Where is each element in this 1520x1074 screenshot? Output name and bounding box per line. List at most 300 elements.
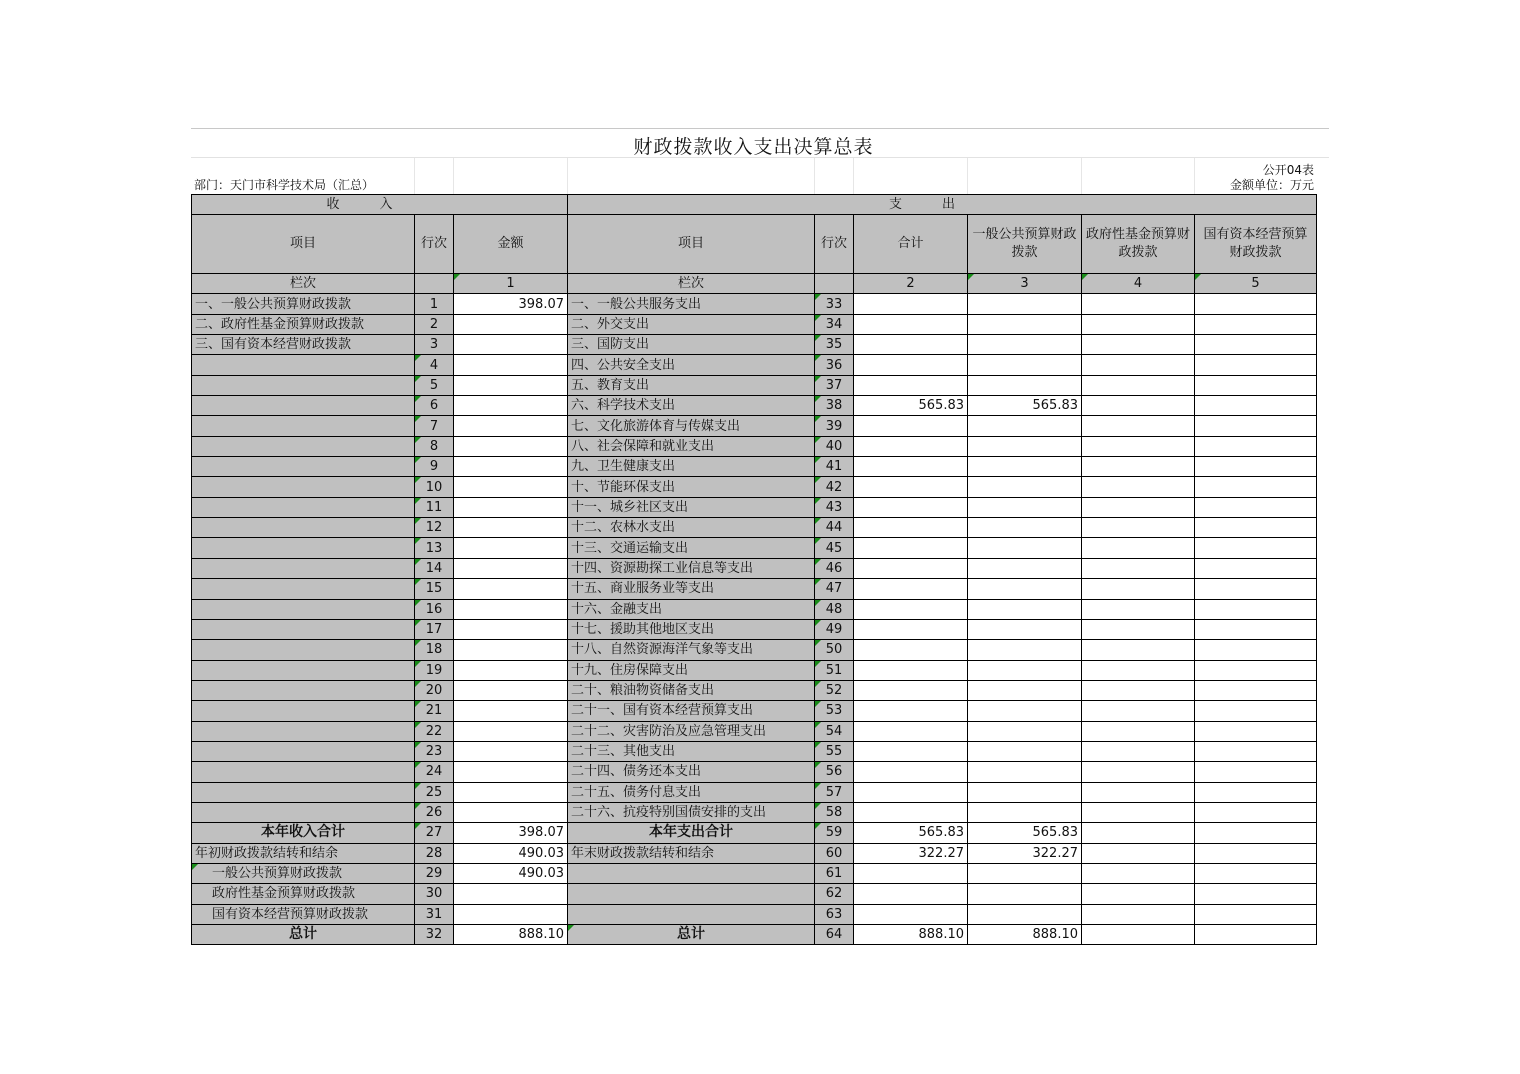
expense-total[interactable]: [854, 762, 968, 782]
table-row: [192, 355, 1317, 375]
header-amount: 金额: [454, 215, 568, 274]
expense-total[interactable]: [854, 518, 968, 538]
expense-total[interactable]: [854, 599, 968, 619]
expense-fund[interactable]: [1082, 680, 1195, 700]
income-amount[interactable]: 398.07: [454, 294, 568, 314]
expense-fund[interactable]: [1082, 619, 1195, 639]
expense-general[interactable]: [968, 660, 1082, 680]
index-2: 2: [854, 274, 968, 294]
cell-general[interactable]: [968, 904, 1082, 924]
cell-fund[interactable]: [1082, 904, 1195, 924]
header-row-no: 行次: [415, 215, 454, 274]
expense-general[interactable]: [968, 518, 1082, 538]
grand-total-total[interactable]: 888.10: [854, 925, 968, 945]
expense-row-no: 47: [815, 579, 854, 599]
cell-capital[interactable]: [1195, 925, 1317, 945]
expense-general[interactable]: [968, 558, 1082, 578]
expense-general[interactable]: [968, 762, 1082, 782]
expense-general[interactable]: [968, 436, 1082, 456]
expense-fund[interactable]: [1082, 314, 1195, 334]
income-amount[interactable]: [454, 436, 568, 456]
cell-fund[interactable]: [1082, 843, 1195, 863]
income-total-amount[interactable]: 398.07: [454, 823, 568, 843]
expense-capital[interactable]: [1195, 436, 1317, 456]
expense-general[interactable]: [968, 680, 1082, 700]
income-row-no: 5: [415, 375, 454, 395]
income-amount[interactable]: [454, 619, 568, 639]
expense-total[interactable]: [854, 497, 968, 517]
section-header-row: [192, 195, 1317, 215]
expense-row-no: 41: [815, 457, 854, 477]
expense-item: 十一、城乡社区支出: [568, 497, 815, 517]
expense-general[interactable]: [968, 619, 1082, 639]
expense-item: 二十一、国有资本经营预算支出: [568, 701, 815, 721]
expense-total[interactable]: [854, 436, 968, 456]
expense-fund[interactable]: [1082, 294, 1195, 314]
expense-total[interactable]: [854, 477, 968, 497]
begin-balance-amount[interactable]: 490.03: [454, 843, 568, 863]
summary-row-year-total: [192, 823, 1317, 843]
income-item: [192, 660, 415, 680]
expense-row-no: 45: [815, 538, 854, 558]
index-5: 5: [1195, 274, 1317, 294]
income-amount[interactable]: [454, 558, 568, 578]
income-amount[interactable]: [454, 782, 568, 802]
expense-item: 十二、农林水支出: [568, 518, 815, 538]
expense-capital[interactable]: [1195, 619, 1317, 639]
expense-fund[interactable]: [1082, 416, 1195, 436]
expense-general[interactable]: [968, 782, 1082, 802]
table-row: [192, 782, 1317, 802]
income-amount[interactable]: [454, 538, 568, 558]
cell-fund[interactable]: [1082, 884, 1195, 904]
expense-capital[interactable]: [1195, 355, 1317, 375]
summary-row-grand-total: [192, 925, 1317, 945]
expense-capital[interactable]: [1195, 477, 1317, 497]
expense-capital[interactable]: [1195, 680, 1317, 700]
table-row: [192, 599, 1317, 619]
table-row: [192, 538, 1317, 558]
cell-capital[interactable]: [1195, 863, 1317, 883]
expense-fund[interactable]: [1082, 497, 1195, 517]
income-amount[interactable]: [454, 314, 568, 334]
summary-row-balance: [192, 843, 1317, 863]
expense-total-label: 本年支出合计: [568, 823, 815, 843]
expense-row-no: 35: [815, 335, 854, 355]
income-amount[interactable]: [454, 375, 568, 395]
summary-row-begin-fund: [192, 884, 1317, 904]
income-row-no: 24: [415, 762, 454, 782]
header-total: 合计: [854, 215, 968, 274]
expense-fund[interactable]: [1082, 640, 1195, 660]
income-item: [192, 355, 415, 375]
spreadsheet: [191, 128, 1329, 945]
expense-total[interactable]: [854, 294, 968, 314]
expense-capital[interactable]: [1195, 640, 1317, 660]
expense-general[interactable]: [968, 640, 1082, 660]
income-item: [192, 701, 415, 721]
blank-item: [568, 884, 815, 904]
table-row: [192, 375, 1317, 395]
row-no: 28: [415, 843, 454, 863]
unit-label: 金额单位：万元: [1229, 178, 1314, 192]
income-item: 一、一般公共预算财政拨款: [192, 294, 415, 314]
cell-fund[interactable]: [1082, 863, 1195, 883]
row-no: 31: [415, 904, 454, 924]
expense-total-general[interactable]: 565.83: [968, 823, 1082, 843]
expense-item: 十三、交通运输支出: [568, 538, 815, 558]
expense-total[interactable]: [854, 355, 968, 375]
index-blank-2: [815, 274, 854, 294]
expense-capital[interactable]: [1195, 538, 1317, 558]
expense-capital[interactable]: [1195, 518, 1317, 538]
expense-total[interactable]: [854, 619, 968, 639]
expense-total[interactable]: [854, 457, 968, 477]
income-row-no: 15: [415, 579, 454, 599]
expense-general[interactable]: [968, 416, 1082, 436]
expense-item: 十九、住房保障支出: [568, 660, 815, 680]
income-amount[interactable]: [454, 741, 568, 761]
title-row: [191, 128, 1329, 158]
table-row: [192, 477, 1317, 497]
expense-general[interactable]: [968, 538, 1082, 558]
income-row-no: 18: [415, 640, 454, 660]
expense-item: 二十、粮油物资储备支出: [568, 680, 815, 700]
income-item: [192, 619, 415, 639]
expense-row-no: 39: [815, 416, 854, 436]
expense-fund[interactable]: [1082, 518, 1195, 538]
cell-capital[interactable]: [1195, 884, 1317, 904]
table-row: [192, 579, 1317, 599]
table-row: [192, 741, 1317, 761]
expense-total[interactable]: [854, 721, 968, 741]
income-item: [192, 680, 415, 700]
income-amount[interactable]: [454, 335, 568, 355]
index-3: 3: [968, 274, 1082, 294]
expense-general[interactable]: [968, 599, 1082, 619]
expense-item: 二十二、灾害防治及应急管理支出: [568, 721, 815, 741]
expense-capital[interactable]: [1195, 396, 1317, 416]
expense-total[interactable]: [854, 558, 968, 578]
income-row-no: 4: [415, 355, 454, 375]
income-total-label: 本年收入合计: [192, 823, 415, 843]
cell-total[interactable]: [854, 904, 968, 924]
income-item: [192, 436, 415, 456]
row-no: 61: [815, 863, 854, 883]
expense-capital[interactable]: [1195, 579, 1317, 599]
expense-item: 二、外交支出: [568, 314, 815, 334]
end-balance-general[interactable]: 322.27: [968, 843, 1082, 863]
table-row: [192, 457, 1317, 477]
begin-capital-amount[interactable]: [454, 904, 568, 924]
expense-general[interactable]: [968, 335, 1082, 355]
cell-general[interactable]: [968, 884, 1082, 904]
table-row: [192, 396, 1317, 416]
cell-fund[interactable]: [1082, 823, 1195, 843]
income-amount[interactable]: [454, 802, 568, 822]
header-state-capital: 国有资本经营预算财政拨款: [1195, 215, 1317, 274]
cell-total[interactable]: [854, 863, 968, 883]
income-row-no: 13: [415, 538, 454, 558]
expense-total[interactable]: [854, 640, 968, 660]
expense-fund[interactable]: [1082, 660, 1195, 680]
expense-row-no: 58: [815, 802, 854, 822]
expense-fund[interactable]: [1082, 375, 1195, 395]
expense-capital[interactable]: [1195, 314, 1317, 334]
income-amount[interactable]: [454, 680, 568, 700]
expense-capital[interactable]: [1195, 741, 1317, 761]
expense-general[interactable]: 565.83: [968, 396, 1082, 416]
expense-total[interactable]: [854, 802, 968, 822]
section-expense: 支出: [568, 195, 1317, 215]
expense-capital[interactable]: [1195, 294, 1317, 314]
income-item: [192, 802, 415, 822]
expense-capital[interactable]: [1195, 497, 1317, 517]
expense-fund[interactable]: [1082, 741, 1195, 761]
expense-general[interactable]: [968, 314, 1082, 334]
income-row-no: 8: [415, 436, 454, 456]
header-gov-fund: 政府性基金预算财政拨款: [1082, 215, 1195, 274]
income-row-no: 1: [415, 294, 454, 314]
income-amount[interactable]: [454, 396, 568, 416]
income-item: [192, 457, 415, 477]
index-label-2: 栏次: [568, 274, 815, 294]
expense-row-no: 57: [815, 782, 854, 802]
expense-total[interactable]: [854, 538, 968, 558]
expense-fund[interactable]: [1082, 579, 1195, 599]
header-exp-row-no: 行次: [815, 215, 854, 274]
expense-fund[interactable]: [1082, 355, 1195, 375]
expense-general[interactable]: [968, 701, 1082, 721]
expense-fund[interactable]: [1082, 335, 1195, 355]
grand-total-amount[interactable]: 888.10: [454, 925, 568, 945]
income-item: [192, 416, 415, 436]
row-no: 62: [815, 884, 854, 904]
expense-fund[interactable]: [1082, 538, 1195, 558]
expense-general[interactable]: [968, 457, 1082, 477]
expense-general[interactable]: [968, 802, 1082, 822]
expense-row-no: 36: [815, 355, 854, 375]
expense-total[interactable]: [854, 680, 968, 700]
column-index-row: [192, 274, 1317, 294]
income-item: [192, 640, 415, 660]
table-row: [192, 436, 1317, 456]
expense-capital[interactable]: [1195, 701, 1317, 721]
income-row-no: 19: [415, 660, 454, 680]
expense-total[interactable]: 565.83: [854, 396, 968, 416]
expense-capital[interactable]: [1195, 416, 1317, 436]
expense-fund[interactable]: [1082, 477, 1195, 497]
expense-item: 五、教育支出: [568, 375, 815, 395]
cell-capital[interactable]: [1195, 843, 1317, 863]
expense-fund[interactable]: [1082, 802, 1195, 822]
expense-item: 八、社会保障和就业支出: [568, 436, 815, 456]
income-amount[interactable]: [454, 497, 568, 517]
expense-row-no: 33: [815, 294, 854, 314]
begin-general-amount[interactable]: 490.03: [454, 863, 568, 883]
income-item: [192, 497, 415, 517]
income-row-no: 26: [415, 802, 454, 822]
cell-capital[interactable]: [1195, 823, 1317, 843]
expense-item: 九、卫生健康支出: [568, 457, 815, 477]
expense-row-no: 38: [815, 396, 854, 416]
row-no: 64: [815, 925, 854, 945]
expense-capital[interactable]: [1195, 660, 1317, 680]
header-general-budget: 一般公共预算财政拨款: [968, 215, 1082, 274]
table-row: [192, 802, 1317, 822]
expense-total[interactable]: [854, 375, 968, 395]
expense-fund[interactable]: [1082, 701, 1195, 721]
expense-total[interactable]: [854, 782, 968, 802]
begin-fund-label: 政府性基金预算财政拨款: [192, 884, 415, 904]
income-amount[interactable]: [454, 701, 568, 721]
expense-general[interactable]: [968, 721, 1082, 741]
expense-total[interactable]: [854, 660, 968, 680]
income-amount[interactable]: [454, 477, 568, 497]
table-row: [192, 660, 1317, 680]
income-row-no: 11: [415, 497, 454, 517]
grand-total-label-2: 总计: [568, 925, 815, 945]
expense-item: 一、一般公共服务支出: [568, 294, 815, 314]
income-row-no: 3: [415, 335, 454, 355]
expense-row-no: 43: [815, 497, 854, 517]
expense-row-no: 48: [815, 599, 854, 619]
expense-row-no: 40: [815, 436, 854, 456]
budget-table: [191, 194, 1317, 945]
expense-general[interactable]: [968, 497, 1082, 517]
income-item: [192, 599, 415, 619]
cell-total[interactable]: [854, 884, 968, 904]
income-row-no: 9: [415, 457, 454, 477]
expense-item: 二十三、其他支出: [568, 741, 815, 761]
expense-general[interactable]: [968, 375, 1082, 395]
expense-fund[interactable]: [1082, 599, 1195, 619]
expense-item: 十八、自然资源海洋气象等支出: [568, 640, 815, 660]
table-row: [192, 335, 1317, 355]
blank-item: [568, 904, 815, 924]
expense-row-no: 54: [815, 721, 854, 741]
begin-capital-label: 国有资本经营预算财政拨款: [192, 904, 415, 924]
expense-item: 二十五、债务付息支出: [568, 782, 815, 802]
expense-row-no: 53: [815, 701, 854, 721]
expense-item: 十五、商业服务业等支出: [568, 579, 815, 599]
grand-total-general[interactable]: 888.10: [968, 925, 1082, 945]
income-item: 二、政府性基金预算财政拨款: [192, 314, 415, 334]
expense-fund[interactable]: [1082, 396, 1195, 416]
expense-capital[interactable]: [1195, 599, 1317, 619]
income-item: 三、国有资本经营财政拨款: [192, 335, 415, 355]
income-amount[interactable]: [454, 762, 568, 782]
income-amount[interactable]: [454, 721, 568, 741]
income-row-no: 14: [415, 558, 454, 578]
income-amount[interactable]: [454, 660, 568, 680]
expense-row-no: 52: [815, 680, 854, 700]
expense-general[interactable]: [968, 355, 1082, 375]
income-item: [192, 782, 415, 802]
income-item: [192, 375, 415, 395]
cell-general[interactable]: [968, 863, 1082, 883]
expense-general[interactable]: [968, 294, 1082, 314]
begin-fund-amount[interactable]: [454, 884, 568, 904]
column-header-row: [192, 215, 1317, 274]
expense-general[interactable]: [968, 579, 1082, 599]
expense-item: 四、公共安全支出: [568, 355, 815, 375]
expense-total[interactable]: [854, 579, 968, 599]
income-row-no: 10: [415, 477, 454, 497]
income-item: [192, 762, 415, 782]
row-no: 60: [815, 843, 854, 863]
expense-item: 十七、援助其他地区支出: [568, 619, 815, 639]
index-4: 4: [1082, 274, 1195, 294]
summary-row-begin-capital: [192, 904, 1317, 924]
cell-fund[interactable]: [1082, 925, 1195, 945]
expense-capital[interactable]: [1195, 762, 1317, 782]
expense-row-no: 37: [815, 375, 854, 395]
department-label: 部门：天门市科学技术局（汇总）: [194, 178, 375, 192]
expense-total[interactable]: [854, 335, 968, 355]
expense-general[interactable]: [968, 741, 1082, 761]
expense-total[interactable]: [854, 314, 968, 334]
end-balance-total[interactable]: 322.27: [854, 843, 968, 863]
income-row-no: 25: [415, 782, 454, 802]
income-item: [192, 721, 415, 741]
income-amount[interactable]: [454, 355, 568, 375]
expense-row-no: 51: [815, 660, 854, 680]
expense-capital[interactable]: [1195, 558, 1317, 578]
income-amount[interactable]: [454, 599, 568, 619]
expense-fund[interactable]: [1082, 457, 1195, 477]
income-amount[interactable]: [454, 579, 568, 599]
expense-row-no: 42: [815, 477, 854, 497]
expense-capital[interactable]: [1195, 457, 1317, 477]
header-exp-item: 项目: [568, 215, 815, 274]
expense-capital[interactable]: [1195, 375, 1317, 395]
expense-general[interactable]: [968, 477, 1082, 497]
expense-total[interactable]: [854, 701, 968, 721]
income-amount[interactable]: [454, 518, 568, 538]
expense-row-no: 50: [815, 640, 854, 660]
table-row: [192, 721, 1317, 741]
expense-fund[interactable]: [1082, 721, 1195, 741]
income-amount[interactable]: [454, 457, 568, 477]
section-income: 收入: [192, 195, 568, 215]
index-label: 栏次: [192, 274, 415, 294]
expense-total[interactable]: [854, 416, 968, 436]
expense-capital[interactable]: [1195, 802, 1317, 822]
begin-general-label: 一般公共预算财政拨款: [192, 863, 415, 883]
cell-capital[interactable]: [1195, 904, 1317, 924]
expense-capital[interactable]: [1195, 721, 1317, 741]
expense-capital[interactable]: [1195, 782, 1317, 802]
income-amount[interactable]: [454, 416, 568, 436]
row-no: 32: [415, 925, 454, 945]
expense-total[interactable]: [854, 741, 968, 761]
meta-row: [191, 158, 1329, 194]
table-row: [192, 701, 1317, 721]
end-balance-label: 年末财政拨款结转和结余: [568, 843, 815, 863]
expense-fund[interactable]: [1082, 436, 1195, 456]
row-no: 63: [815, 904, 854, 924]
table-row: [192, 294, 1317, 314]
expense-capital[interactable]: [1195, 335, 1317, 355]
expense-fund[interactable]: [1082, 762, 1195, 782]
expense-fund[interactable]: [1082, 558, 1195, 578]
income-amount[interactable]: [454, 640, 568, 660]
expense-total-total[interactable]: 565.83: [854, 823, 968, 843]
expense-item: 十四、资源勘探工业信息等支出: [568, 558, 815, 578]
blank-item: [568, 863, 815, 883]
expense-fund[interactable]: [1082, 782, 1195, 802]
